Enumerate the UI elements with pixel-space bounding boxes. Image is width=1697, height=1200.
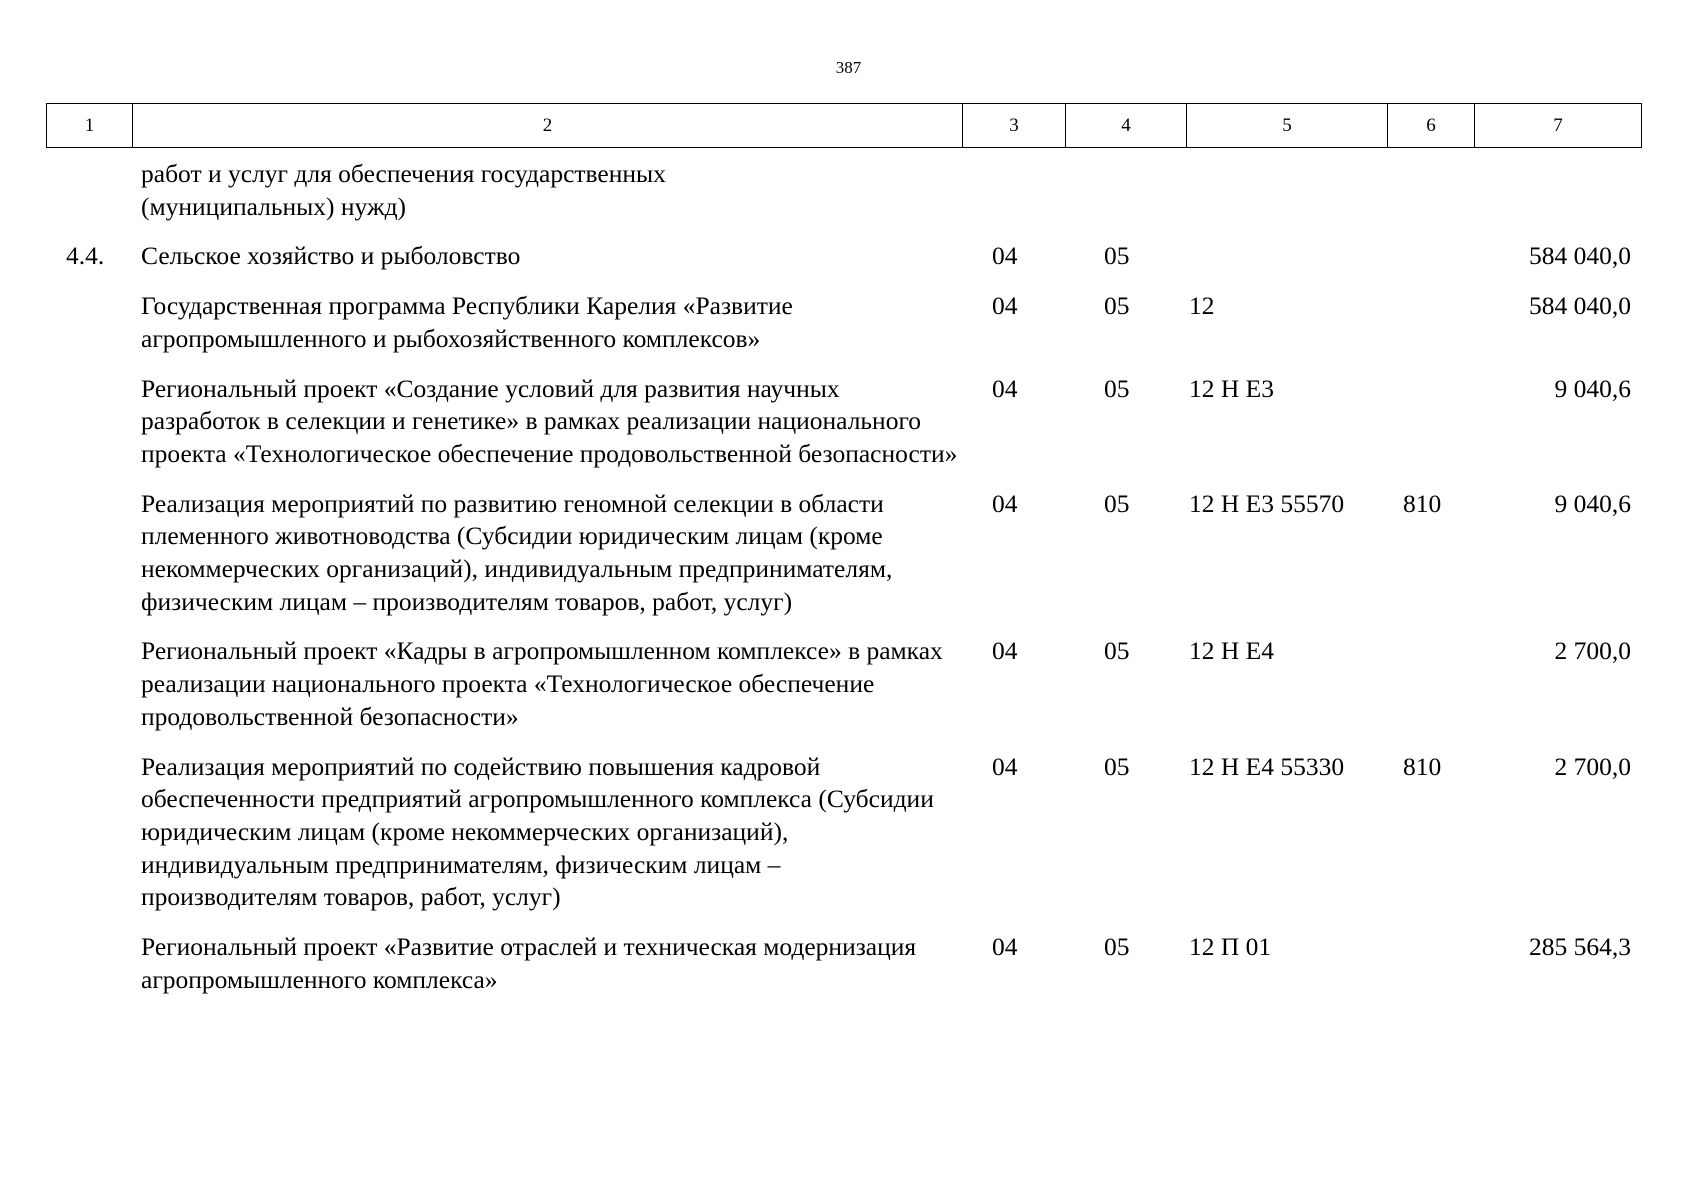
column-header-4: 4 [1066, 104, 1187, 148]
row-target-article: 12 [1189, 291, 1215, 321]
table-row [0, 240, 1697, 273]
row-name: Реализация мероприятий по развитию геномной селекции в области племенного животноводства (Субсидии юридическим лицам (кроме некоммерческих организаций), индивидуальным предпринимателям, физическим лицам – производителям товаров, работ, услуг) [141, 488, 893, 616]
table-row [0, 373, 1697, 471]
row-subsection: 05 [1104, 751, 1130, 781]
row-name: Реализация мероприятий по содействию повышения кадровой обеспеченности предприятий агропромышленного комплекса (Субсидии юридическим лицам (кроме некоммерческих организаций), индивидуальным предпринимателям, физическим лицам – производителям товаров, работ, услуг) [141, 751, 934, 912]
row-sum: 584 040,0 [1529, 241, 1631, 271]
column-header-table [46, 103, 1642, 148]
table-row [0, 635, 1697, 733]
row-section: 04 [992, 291, 1018, 321]
row-section: 04 [992, 241, 1018, 271]
row-sum: 285 564,3 [1529, 932, 1631, 962]
page-number: 387 [835, 58, 862, 77]
table-row [0, 290, 1697, 355]
row-name: Региональный проект «Создание условий для развития научных разработок в селекции и генетике» в рамках реализации национального проекта «Технологическое обеспечение продовольственной безопасности» [141, 373, 958, 468]
row-target-article: 12 Н Е4 55330 [1189, 751, 1345, 781]
budget-table-body [0, 158, 1697, 996]
row-name: Региональный проект «Кадры в агропромышленном комплексе» в рамках реализации национального проекта «Технологическое обеспечение продовольственной безопасности» [141, 636, 943, 731]
row-subsection: 05 [1104, 488, 1130, 518]
row-subsection: 05 [1104, 636, 1130, 666]
table-row [0, 751, 1697, 915]
column-header-5: 5 [1187, 104, 1388, 148]
row-subsection: 05 [1104, 291, 1130, 321]
row-section: 04 [992, 932, 1018, 962]
column-header-1: 1 [47, 104, 133, 148]
column-header-7: 7 [1475, 104, 1642, 148]
table-row [0, 488, 1697, 619]
row-section: 04 [992, 636, 1018, 666]
row-name: Сельское хозяйство и рыболовство [141, 241, 521, 271]
row-name: Региональный проект «Развитие отраслей и техническая модернизация агропромышленного комплекса» [141, 932, 917, 994]
column-header-row [47, 104, 1642, 148]
row-sum: 9 040,6 [1554, 488, 1631, 518]
row-name: Государственная программа Республики Карелия «Развитие агропромышленного и рыбохозяйственного комплексов» [141, 291, 793, 353]
row-section: 04 [992, 751, 1018, 781]
row-subsection: 05 [1104, 241, 1130, 271]
column-header-2: 2 [133, 104, 963, 148]
row-target-article: 12 Н Е3 [1189, 373, 1274, 403]
row-name: работ и услуг для обеспечения государственных (муниципальных) нужд) [141, 159, 666, 221]
row-subsection: 05 [1104, 932, 1130, 962]
row-expense-type: 810 [1403, 751, 1442, 781]
row-expense-type: 810 [1403, 488, 1442, 518]
row-sum: 584 040,0 [1529, 291, 1631, 321]
row-subsection: 05 [1104, 373, 1130, 403]
row-section: 04 [992, 488, 1018, 518]
row-sum: 2 700,0 [1554, 751, 1631, 781]
column-header-6: 6 [1388, 104, 1475, 148]
table-row [0, 931, 1697, 996]
row-sum: 9 040,6 [1554, 373, 1631, 403]
table-row [0, 158, 1697, 223]
row-sum: 2 700,0 [1554, 636, 1631, 666]
row-target-article: 12 Н Е4 [1189, 636, 1274, 666]
row-target-article: 12 Н Е3 55570 [1189, 488, 1345, 518]
column-header-3: 3 [963, 104, 1066, 148]
row-section: 04 [992, 373, 1018, 403]
row-number: 4.4. [66, 241, 105, 271]
row-target-article: 12 П 01 [1189, 932, 1272, 962]
